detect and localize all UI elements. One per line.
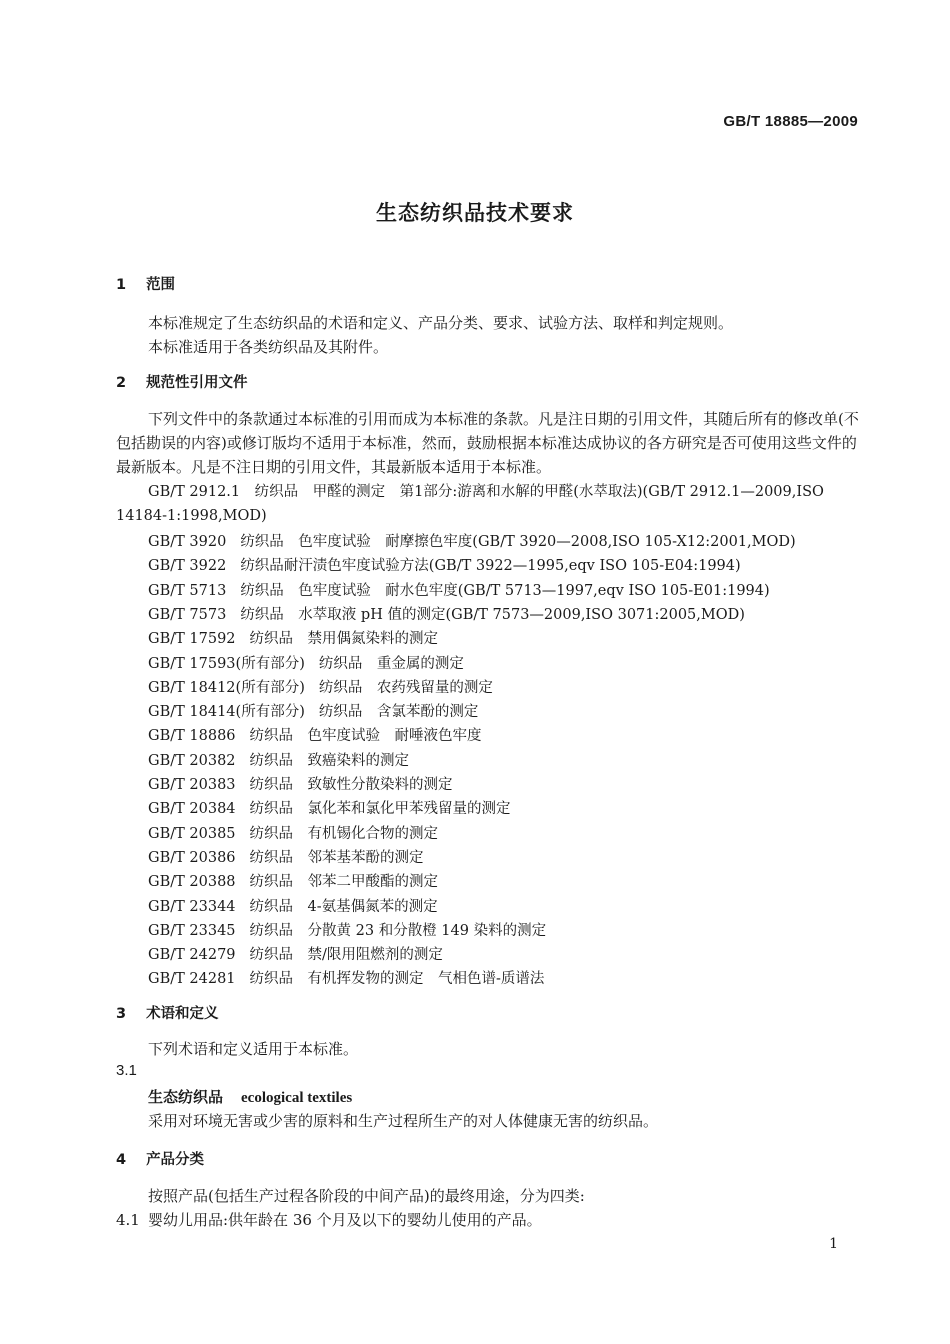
- page-number: 1: [829, 1236, 838, 1252]
- reference-code: GB/T 24279: [148, 947, 236, 964]
- paragraph: 下列术语和定义适用于本标准。: [148, 1040, 359, 1058]
- term-english: ecological textiles: [241, 1090, 353, 1106]
- reference-entry: [148, 530, 796, 551]
- paragraph: 本标准适用于各类纺织品及其附件。: [148, 338, 389, 356]
- reference-entry: [148, 627, 438, 648]
- section-number: 3: [116, 1006, 127, 1022]
- reference-title: 纺织品 致敏性分散染料的测定: [249, 777, 453, 793]
- reference-entry: [148, 773, 453, 794]
- reference-title: 纺织品 禁用偶氮染料的测定: [249, 631, 439, 648]
- reference-code: GB/T 7573: [148, 606, 227, 623]
- reference-entry: [148, 554, 741, 575]
- reference-code: GB/T 20388: [148, 874, 236, 891]
- section-4-heading: [116, 1148, 204, 1169]
- reference-title: 纺织品 4-氨基偶氮苯的测定: [249, 898, 438, 915]
- section-title: 规范性引用文件: [146, 375, 248, 391]
- reference-title: 纺织品 色牢度试验 耐摩擦色牢度(GB/T 3920—2008,ISO 105-X12:2001,MOD): [240, 534, 796, 550]
- reference-title: 纺织品 致癌染料的测定: [249, 752, 410, 769]
- reference-code: GB/T 23344: [148, 898, 236, 915]
- reference-title: 纺织品 邻苯基苯酚的测定: [249, 849, 424, 866]
- reference-code: GB/T 20384: [148, 801, 236, 818]
- section-title: 范围: [146, 277, 176, 293]
- reference-title: 纺织品 分散黄 23 和分散橙 149 染料的测定: [249, 922, 547, 939]
- subsection-number: 3.1: [116, 1062, 137, 1079]
- section-1-heading: [116, 273, 175, 294]
- term-line: [148, 1086, 352, 1107]
- item-number: 4.1: [116, 1211, 140, 1229]
- reference-entry: [148, 846, 424, 867]
- standard-code: GB/T 18885—2009: [723, 113, 858, 130]
- reference-code: GB/T 20385: [148, 825, 236, 842]
- paragraph: 本标准规定了生态纺织品的术语和定义、产品分类、要求、试验方法、取样和判定规则。: [148, 314, 734, 332]
- section-2-heading: [116, 371, 248, 392]
- paragraph: 按照产品(包括生产过程各阶段的中间产品)的最终用途，分为四类:: [148, 1187, 585, 1205]
- reference-title: 纺织品 氯化苯和氯化甲苯残留量的测定: [249, 801, 511, 818]
- reference-title: 纺织品 重金属的测定: [318, 655, 464, 672]
- reference-entry: [148, 700, 478, 721]
- section-number: 2: [116, 375, 127, 391]
- reference-code: GB/T 3922: [148, 558, 227, 575]
- reference-code: GB/T 18886: [148, 728, 236, 745]
- reference-title: 纺织品耐汗渍色牢度试验方法(GB/T 3922—1995,eqv ISO 105-E04:1994): [240, 558, 741, 575]
- reference-entry: [148, 943, 443, 964]
- term-chinese: 生态纺织品: [148, 1088, 224, 1106]
- reference-code: GB/T 18412(所有部分): [148, 679, 305, 696]
- document-title: 生态纺织品技术要求: [376, 201, 574, 225]
- reference-entry: [148, 967, 544, 988]
- section-title: 产品分类: [146, 1152, 205, 1168]
- reference-code: GB/T 17592: [148, 631, 236, 648]
- section-number: 4: [116, 1152, 127, 1168]
- reference-title: 纺织品 农药残留量的测定: [318, 679, 493, 696]
- reference-code: GB/T 3920: [148, 534, 227, 550]
- reference-title: 纺织品 色牢度试验 耐唾液色牢度: [249, 728, 482, 745]
- section-title: 术语和定义: [146, 1006, 219, 1022]
- reference-entry: [148, 822, 438, 843]
- reference-title: 纺织品 有机锡化合物的测定: [249, 825, 439, 842]
- reference-title: 纺织品 有机挥发物的测定 气相色谱-质谱法: [249, 971, 545, 988]
- reference-code: GB/T 20383: [148, 777, 236, 793]
- reference-entry: [148, 652, 464, 673]
- section-3-heading: [116, 1002, 219, 1023]
- reference-title: 纺织品 含氯苯酚的测定: [318, 704, 479, 721]
- reference-code: GB/T 18414(所有部分): [148, 704, 305, 721]
- reference-entry: [148, 676, 493, 697]
- item-text: 婴幼儿用品:供年龄在 36 个月及以下的婴幼儿使用的产品。: [148, 1211, 542, 1229]
- reference-entry: [148, 724, 482, 745]
- reference-code: GB/T 20382: [148, 752, 236, 769]
- reference-entry: GB/T 2912.1 纺织品 甲醛的测定 第1部分:游离和水解的甲醛(水萃取法)(GB/T 2912.1—2009,ISO 14184-1:1998,MOD): [116, 484, 824, 524]
- reference-entry: [148, 919, 546, 940]
- reference-entry: [148, 603, 745, 624]
- reference-code: GB/T 5713: [148, 582, 227, 599]
- reference-code: GB/T 20386: [148, 849, 236, 866]
- reference-title: 纺织品 色牢度试验 耐水色牢度(GB/T 5713—1997,eqv ISO 105-E01:1994): [240, 582, 770, 599]
- reference-title: 纺织品 邻苯二甲酸酯的测定: [249, 874, 439, 891]
- classification-item: [116, 1209, 542, 1230]
- reference-entry: [148, 749, 409, 770]
- reference-code: GB/T 23345: [148, 922, 236, 939]
- reference-entry: [148, 870, 438, 891]
- reference-code: GB/T 17593(所有部分): [148, 655, 305, 672]
- reference-title: 纺织品 禁/限用阻燃剂的测定: [249, 947, 443, 964]
- section-number: 1: [116, 277, 127, 293]
- reference-entry: [148, 895, 438, 916]
- normative-intro-paragraph: 下列文件中的条款通过本标准的引用而成为本标准的条款。凡是注日期的引用文件，其随后所有的修改单(不包括勘误的内容)或修订版均不适用于本标准，然而，鼓励根据本标准达成协议的各方研究是否可使用这些文件的最新版本。凡是不注日期的引用文件，其最新版本适用于本标准。: [116, 410, 859, 476]
- term-definition: 采用对环境无害或少害的原料和生产过程所生产的对人体健康无害的纺织品。: [148, 1112, 659, 1130]
- reference-code: GB/T 24281: [148, 971, 236, 988]
- reference-entry: [148, 797, 511, 818]
- reference-title: 纺织品 水萃取液 pH 值的测定(GB/T 7573—2009,ISO 3071:2005,MOD): [240, 606, 745, 623]
- reference-entry: [148, 579, 770, 600]
